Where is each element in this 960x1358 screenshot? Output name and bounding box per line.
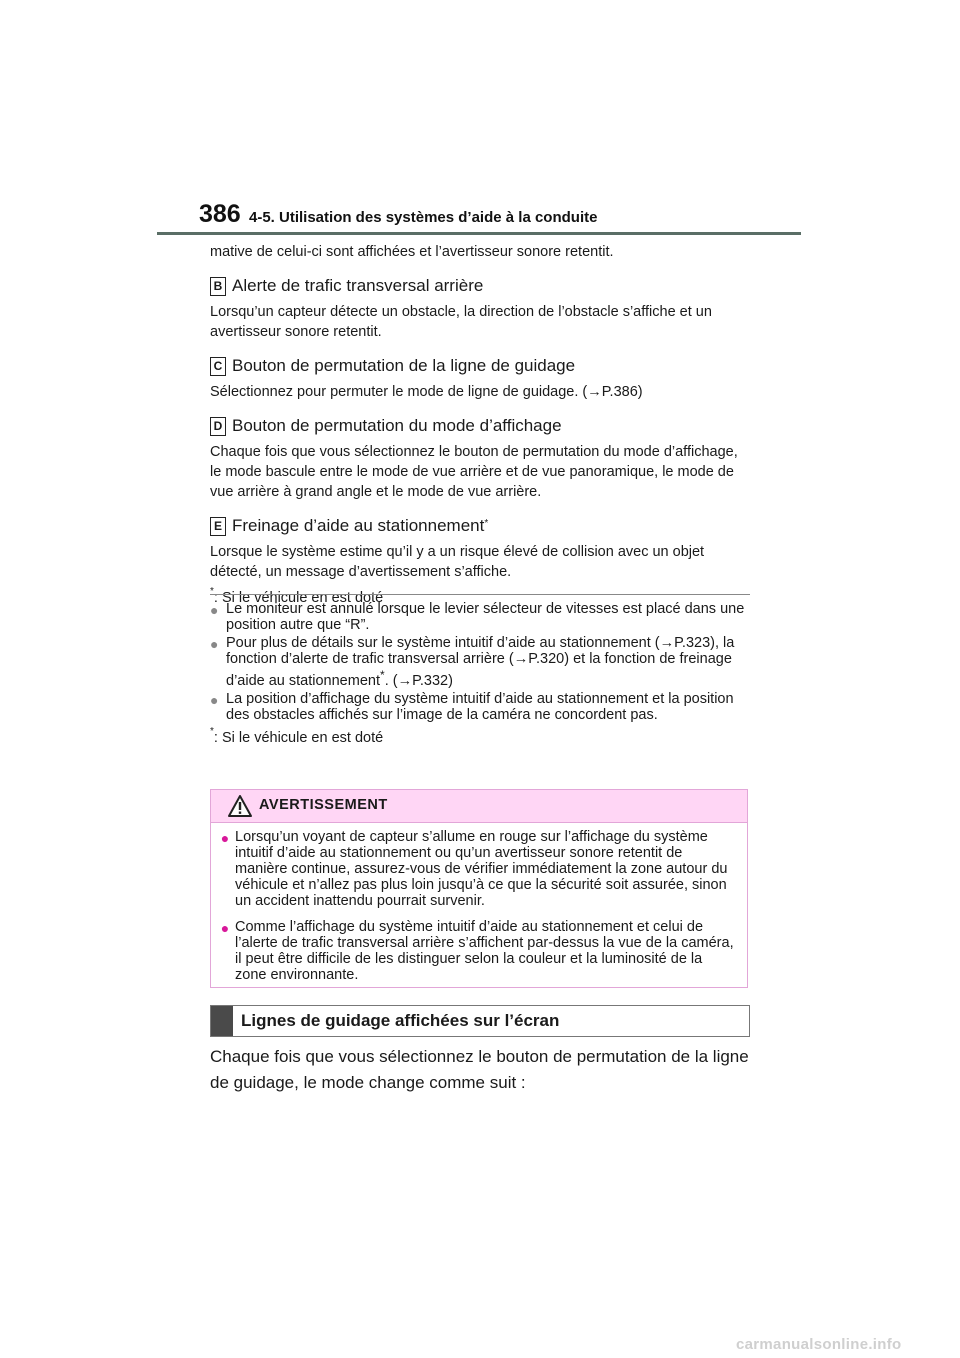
- item-body: Chaque fois que vous sélectionnez le bouton de permutation du mode d’affichage, le mode bascule entre le mode de vue arrière et de vue panoramique, le mode de vue arrière à grand angle et le mode de vue arrière.: [210, 444, 738, 500]
- item-e: [210, 514, 750, 582]
- warning-header: [211, 790, 747, 823]
- note-text-main: Pour plus de détails sur le système intuitif d’aide au stationnement (→P.323), la fonction d’alerte de trafic transversal arrière (→P.320) et la fonction de freinage d’aide au stationnement: [226, 635, 735, 689]
- notes-section: [210, 594, 750, 747]
- note-text: [226, 635, 750, 689]
- section-marker: [211, 1006, 233, 1036]
- item-body: Sélectionnez pour permuter le mode de ligne de guidage. (→P.386): [210, 384, 643, 400]
- section-heading-title: Lignes de guidage affichées sur l’écran: [241, 1011, 560, 1030]
- warning-triangle-icon: [227, 794, 253, 818]
- footnote-marker: *: [210, 726, 214, 737]
- item-heading: [210, 414, 750, 438]
- bullet-icon: ●: [210, 602, 219, 618]
- footnote-text: : Si le véhicule en est doté: [213, 590, 384, 606]
- warning-box: [210, 789, 748, 988]
- warning-text: Comme l’affichage du système intuitif d’aide au stationnement et celui de l’alerte de trafic transversal arrière s’affichent par-dessus la vue de la caméra, il peut être difficile de les distinguer selon la couleur et la luminosité de la zone environnante.: [235, 919, 734, 983]
- page-header: [199, 200, 801, 236]
- page-number: 386: [199, 200, 241, 228]
- warning-item: [215, 829, 735, 909]
- item-heading: [210, 354, 750, 378]
- item-d: [210, 414, 750, 502]
- footnote-marker: *: [379, 668, 385, 682]
- note-item: [210, 601, 750, 633]
- bullet-icon: ●: [220, 920, 230, 936]
- footnote-marker: *: [210, 586, 214, 598]
- bullet-icon: ●: [220, 830, 230, 846]
- bullet-icon: ●: [210, 636, 219, 652]
- item-letter-badge: D: [210, 417, 226, 436]
- item-heading: [210, 274, 750, 298]
- note-item: [210, 635, 750, 689]
- closing-text: Chaque fois que vous sélectionnez le bouton de permutation de la ligne de guidage, le mode change comme suit :: [210, 1047, 749, 1092]
- section-title: 4-5. Utilisation des systèmes d’aide à la conduite: [249, 209, 598, 226]
- item-b: [210, 274, 750, 342]
- item-c: [210, 354, 750, 402]
- item-title: Alerte de trafic transversal arrière: [232, 276, 484, 295]
- item-title: Bouton de permutation du mode d’affichage: [232, 416, 562, 435]
- warning-item: [215, 919, 735, 983]
- item-letter-badge: C: [210, 357, 226, 376]
- note-text: Le moniteur est annulé lorsque le levier sélecteur de vitesses est placé dans une position autre que “R”.: [226, 601, 745, 633]
- item-title: Bouton de permutation de la ligne de guidage: [232, 356, 576, 375]
- bullet-icon: ●: [210, 691, 219, 708]
- item-body: Lorsque le système estime qu’il y a un risque élevé de collision avec un objet détecté, un message d’avertissement s’affiche.: [210, 544, 705, 580]
- item-letter-badge: B: [210, 277, 226, 296]
- note-item: [210, 691, 750, 723]
- intro-text: mative de celui-ci sont affichées et l’avertisseur sonore retentit.: [210, 244, 614, 260]
- footnote: [210, 726, 750, 747]
- watermark: carmanualsonline.info: [736, 1336, 902, 1353]
- warning-title: AVERTISSEMENT: [259, 797, 388, 813]
- section-heading: [210, 1005, 750, 1037]
- note-text: La position d’affichage du système intuitif d’aide au stationnement et la position des obstacles affichés sur l’image de la caméra ne concordent pas.: [226, 690, 734, 723]
- warning-text: Lorsqu’un voyant de capteur s’allume en rouge sur l’affichage du système intuitif d’aide au stationnement ou qu’un avertisseur sonore retentit de manière continue, assurez-vous de vérifier immédiatement la zone autour du véhicule et n’allez pas plus loin jusqu’à ce que la sécurité soit assurée, sinon un accident inattendu pourrait survenir.: [235, 829, 728, 909]
- warning-body: [211, 823, 747, 983]
- item-body: Lorsqu’un capteur détecte un obstacle, la direction de l’obstacle s’affiche et un avertisseur sonore retentit.: [210, 304, 712, 340]
- header-rule: [157, 232, 801, 235]
- item-heading: E Freinage d’aide au stationnement *: [210, 514, 750, 538]
- page-reference: . (→P.332): [384, 672, 453, 689]
- footnote-text: : Si le véhicule en est doté: [213, 729, 384, 746]
- item-title: Freinage d’aide au stationnement: [232, 516, 485, 535]
- item-letter-badge: E: [210, 517, 226, 536]
- main-content: [210, 240, 750, 608]
